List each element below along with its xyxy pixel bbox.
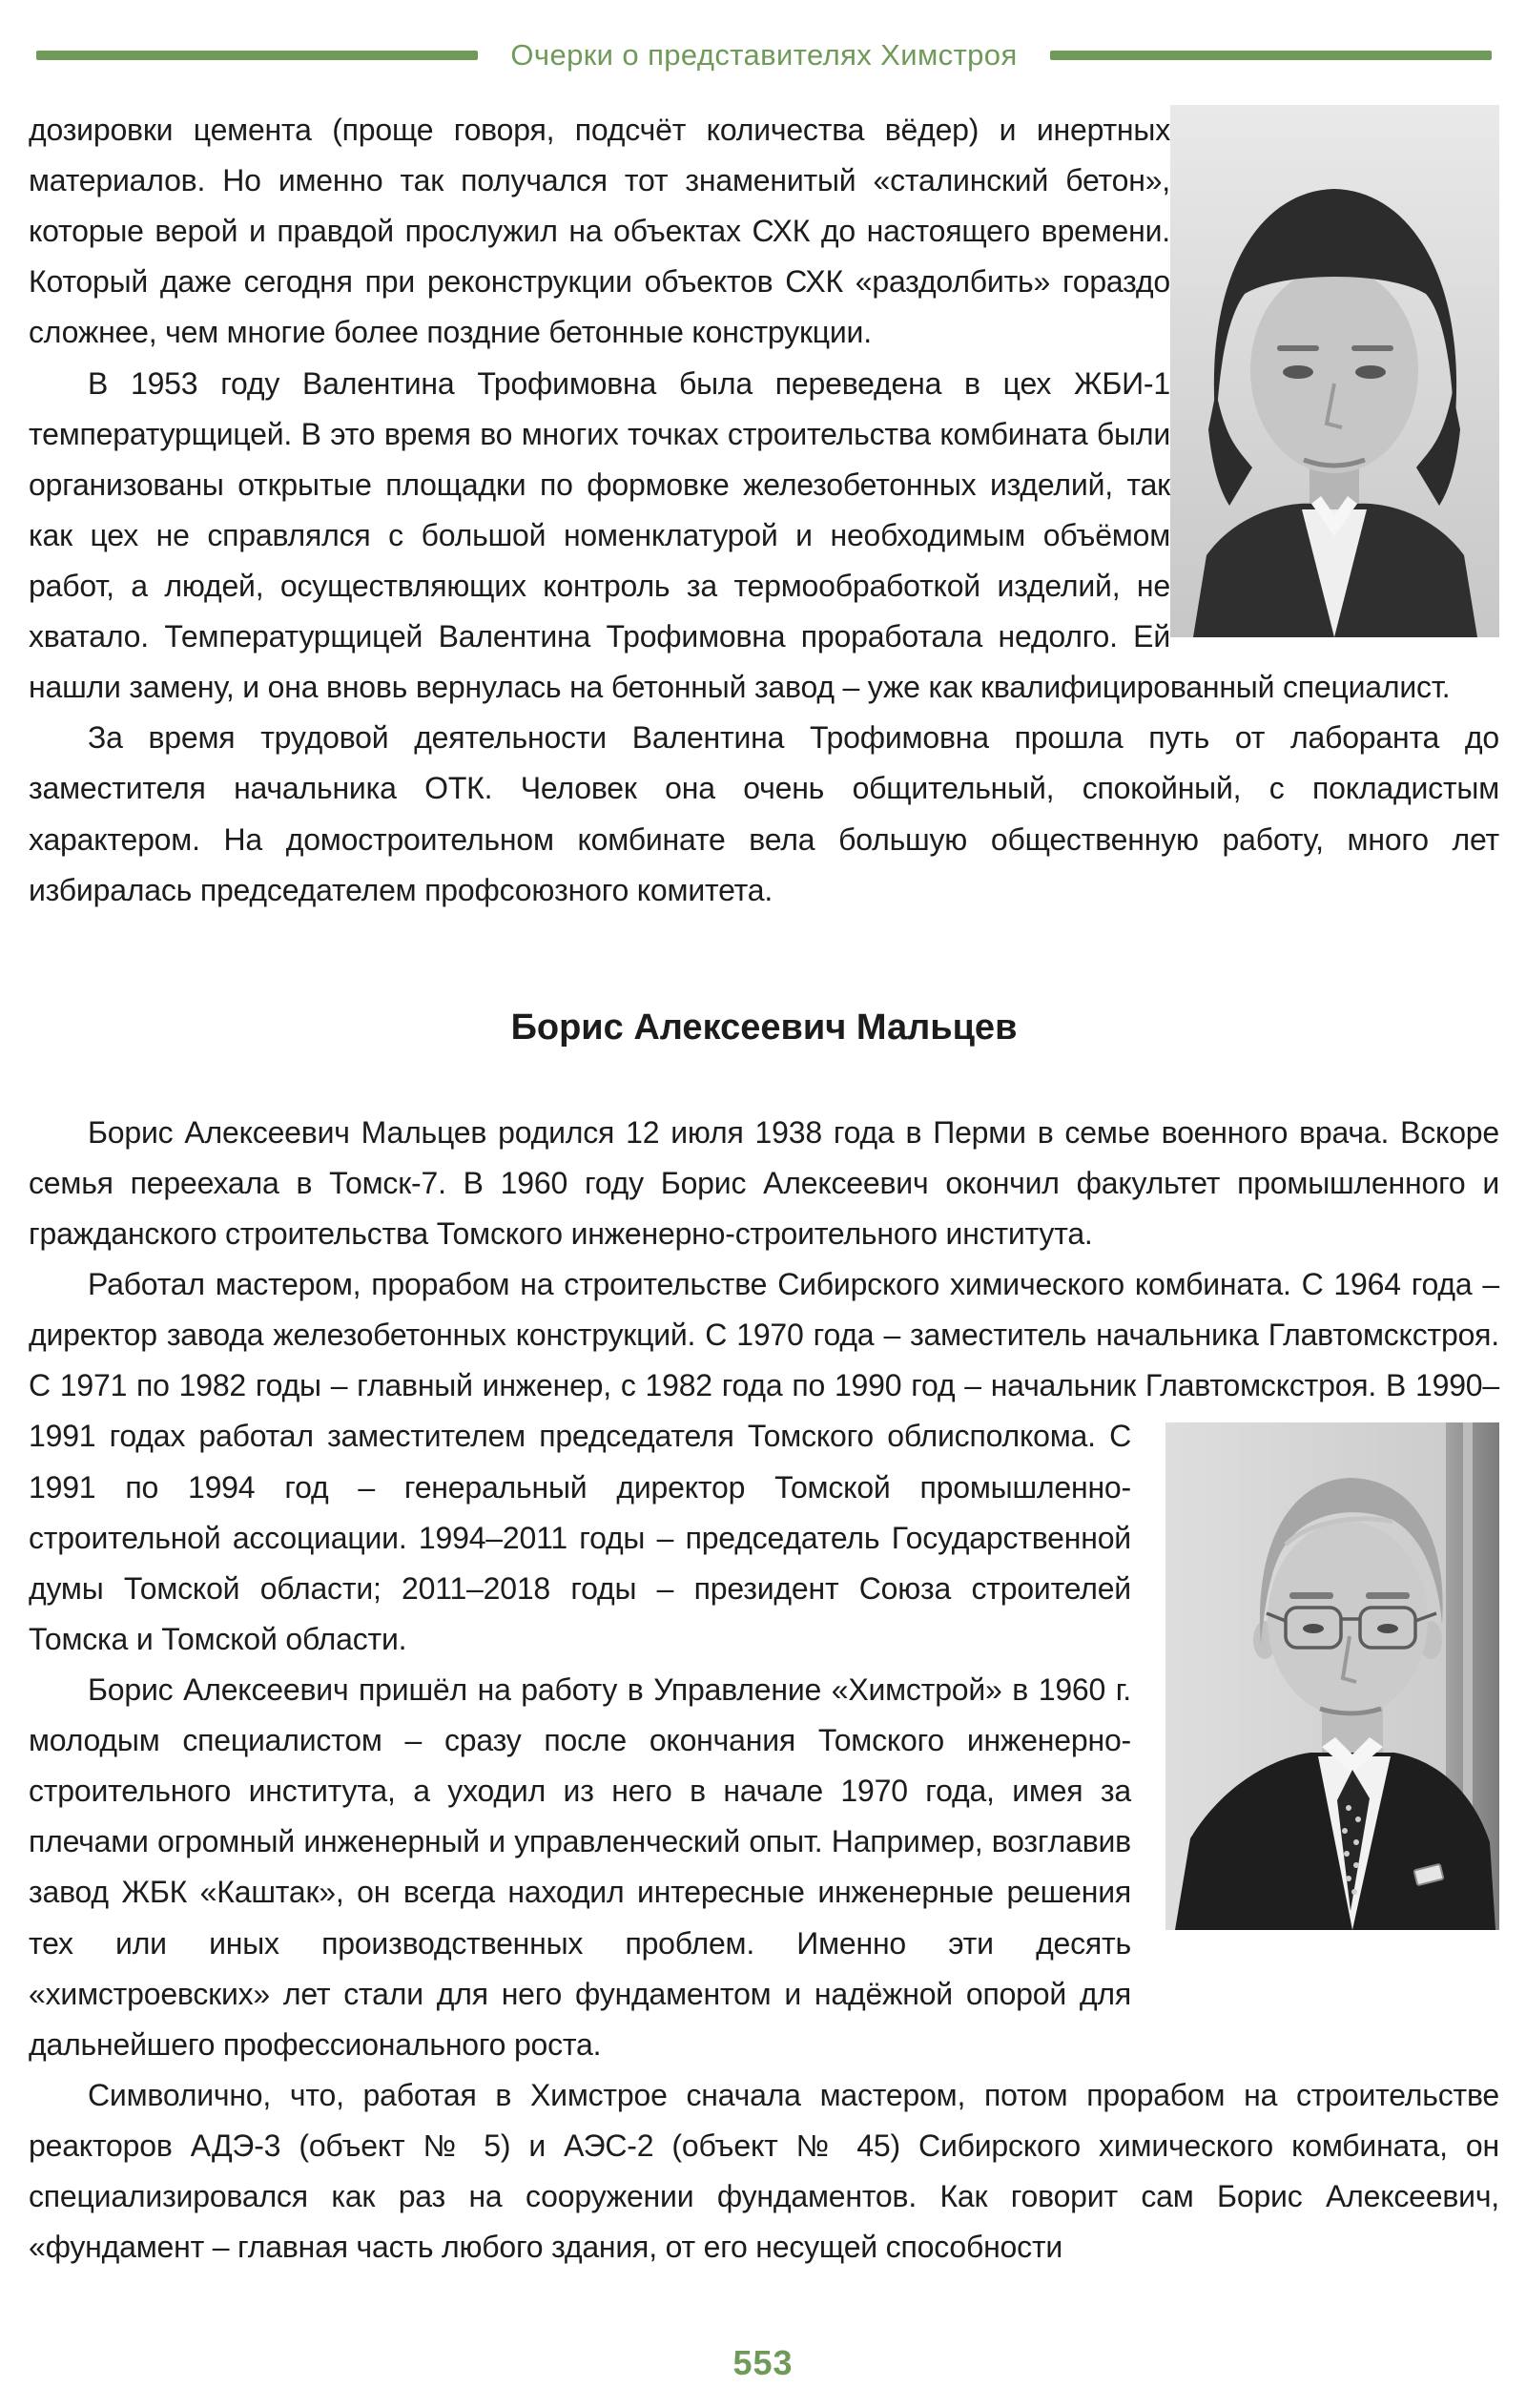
valentina-portrait-photo [1170,105,1499,637]
page-body [29,105,1499,2273]
page-footer [0,2343,1526,2383]
paragraph-career-part2: заместителем председателя Томского облисполкома. С 1991 по 1994 год – генеральный директор Томской промышленно-строительной ассоциации. 1994–2011 годы – председатель Государственной думы Томской области; 2011–2018 годы – президент Союза строителей Томска и Томской области. [29,1419,1131,1656]
woman-portrait-illustration [1170,105,1499,637]
running-header-title: Очерки о представителях Химстроя [510,38,1018,72]
paragraph-zhbi: В 1953 году Валентина Трофимовна была переведена в цех ЖБИ-1 температурщицей. В это время во многих точках строительства комбината были организованы открытые площадки по формовке железобетонных изделий, так как цех не справлялся с большой номенклатурой и необходимым объёмом работ, а людей, осуществляющих контроль за термообработкой изделий, не хватало. Температурщицей Валентина Трофимовна проработала недолго. Ей нашли замену, и она вновь вернулась на бетонный завод – уже как квалифицированный специалист. [29,365,1451,705]
paragraph-birth: Борис Алексеевич Мальцев родился 12 июля 1938 года в Перми в семье военного врача. Вскоре семья переехала в Томск-7. В 1960 году Борис Алексеевич окончил факультет промышленного и гражданского строительства Томского инженерно-строительного института. [29,1114,1499,1252]
header-rule-left [36,51,478,60]
paragraph-career-valentina: За время трудовой деятельности Валентина Трофимовна прошла путь от лаборанта до заместителя начальника ОТК. Человек она очень общительный, спокойный, с покладистым характером. На домостроительном комбинате вела большую общественную работу, много лет избиралась председателем профсоюзного комитета. [29,720,1499,907]
page-number: 553 [732,2343,794,2382]
man-portrait-illustration [1165,1422,1499,1930]
header-rule-right [1050,51,1492,60]
paragraph-career-part1: Работал мастером, прорабом на строительстве Сибирского химического комбината. С 1964 года – директор завода железобетонных конструкций. С 1970 года – заместитель начальника Главтомскстроя. С 1971 по 1982 годы – главный инженер, с 1982 года по 1990 год – начальник Главтомскстроя. В 1990–1991 годах работал [29,1267,1499,1454]
paragraph-foundations: Символично, что, работая в Химстрое сначала мастером, потом прорабом на строительстве реакторов АДЭ-3 (объект № 5) и АЭС-2 (объект № 45) Сибирского химического комбината, он специализировался как раз на сооружении фундаментов. Как говорит сам Борис Алексеевич, «фундамент – главная часть любого здания, от его несущей способности [29,2077,1499,2265]
running-header [36,38,1492,73]
paragraph-khimstroy: Борис Алексеевич пришёл на работу в Управление «Химстрой» в 1960 г. молодым специалистом – сразу после окончания Томского инженерно-строительного института, а уходил из него в начале 1970 года, имея за плечами огромный инженерный и управленческий опыт. Например, возглавив завод ЖБК «Каштак», он всегда находил интересные инженерные решения тех или иных производственных проблем. Именно эти десять «химстроевских» лет стали для него фундаментом и надёжной опорой для дальнейшего профессионального роста. [29,1672,1131,2062]
section-heading: Борис Алексеевич Мальцев [510,1007,1018,1048]
paragraph-continuation: дозировки цемента (проще говоря, подсчёт количества вёдер) и инертных материалов. Но именно так получался тот знаменитый «сталинский бетон», которые верой и правдой прослужил на объектах СХК до настоящего времени. Который даже сегодня при реконструкции объектов СХК «раздолбить» гораздо сложнее, чем многие более поздние бетонные конструкции. [29,113,1170,350]
paragraph-career-maltsev [29,1259,1499,1665]
maltsev-portrait-photo [1165,1422,1499,1930]
